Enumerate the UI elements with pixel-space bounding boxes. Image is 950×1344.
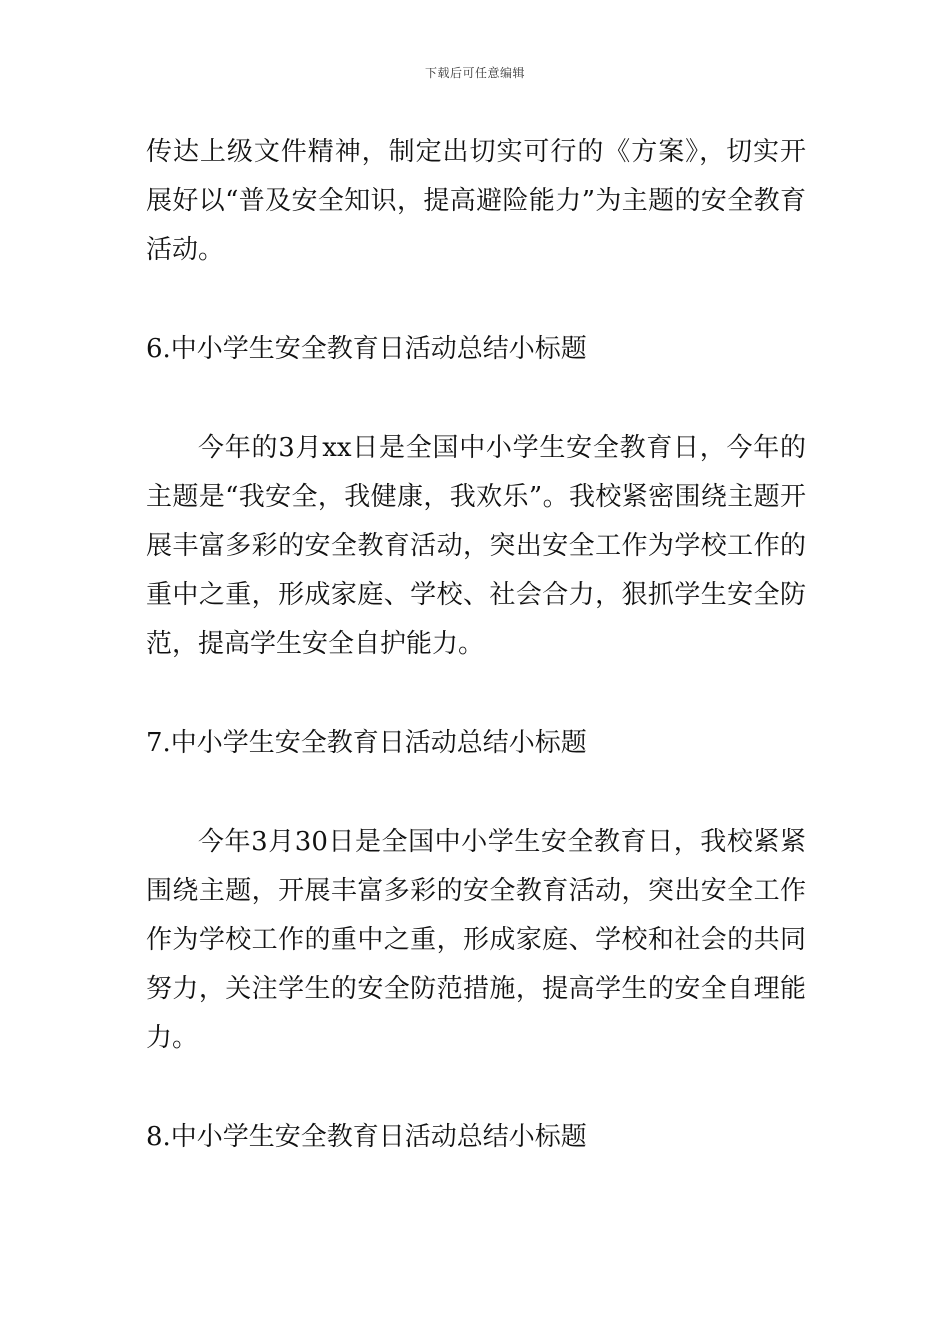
spacer xyxy=(146,374,806,424)
spacer xyxy=(146,768,806,818)
section-heading-8: 8.中小学生安全教育日活动总结小标题 xyxy=(146,1122,587,1152)
paragraph-section-7: 今年3月30日是全国中小学生安全教育日，我校紧紧围绕主题，开展丰富多彩的安全教育活动，突出安全工作作为学校工作的重中之重，形成家庭、学校和社会的共同努力，关注学生的安全防范措施，提高学生的安全自理能力。 xyxy=(146,827,806,1053)
page-header: 下载后可任意编辑 xyxy=(424,66,525,80)
section-heading-7: 7.中小学生安全教育日活动总结小标题 xyxy=(146,728,587,758)
spacer xyxy=(146,1063,806,1113)
document-body xyxy=(146,128,806,1162)
spacer xyxy=(146,669,806,719)
paragraph-section-6: 今年的3月xx日是全国中小学生安全教育日，今年的主题是“我安全，我健康，我欢乐”。我校紧密围绕主题开展丰富多彩的安全教育活动，突出安全工作为学校工作的重中之重，形成家庭、学校、社会合力，狠抓学生安全防范，提高学生安全自护能力。 xyxy=(146,433,806,659)
section-heading-6: 6.中小学生安全教育日活动总结小标题 xyxy=(146,334,587,364)
spacer xyxy=(146,275,806,325)
paragraph-continued: 传达上级文件精神，制定出切实可行的《方案》，切实开展好以“普及安全知识，提高避险能力”为主题的安全教育活动。 xyxy=(146,137,806,265)
